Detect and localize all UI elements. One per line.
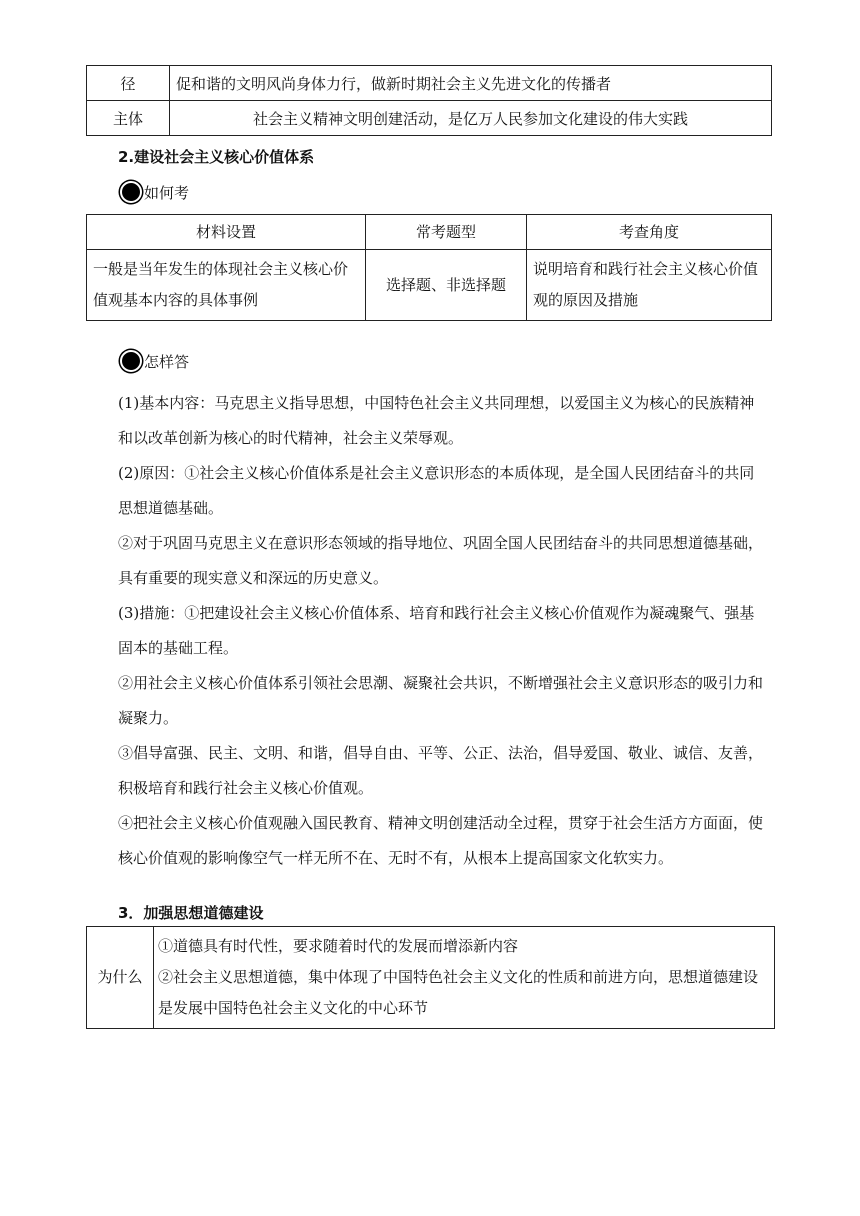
row-label: 主体: [87, 101, 170, 136]
table-row: [87, 101, 772, 136]
paragraph: ②对于巩固马克思主义在意识形态领域的指导地位、巩固全国人民团结奋斗的共同思想道德基础，具有重要的现实意义和深远的历史意义。: [118, 534, 764, 587]
row-label: 径: [87, 66, 170, 101]
paragraph: ③倡导富强、民主、文明、和谐，倡导自由、平等、公正、法治，倡导爱国、敬业、诚信、友善，积极培育和践行社会主义核心价值观。: [118, 744, 764, 797]
bullet-circle-icon: [120, 350, 142, 372]
header-cell: 材料设置: [87, 215, 366, 250]
line-item: ①道德具有时代性，要求随着时代的发展而增添新内容: [158, 937, 519, 955]
paragraph: ②用社会主义核心价值体系引领社会思潮、凝聚社会共识，不断增强社会主义意识形态的吸引力和凝聚力。: [118, 674, 764, 727]
paragraph: (3)措施：①把建设社会主义核心价值体系、培育和践行社会主义核心价值观作为凝魂聚气、强基固本的基础工程。: [118, 604, 755, 657]
why-table: [86, 926, 775, 1029]
paragraph: ④把社会主义核心价值观融入国民教育、精神文明创建活动全过程，贯穿于社会生活方方面面，使核心价值观的影响像空气一样无所不在、无时不有，从根本上提高国家文化软实力。: [118, 814, 764, 867]
table-header-row: [87, 215, 772, 250]
paragraph: (2)原因：①社会主义核心价值体系是社会主义意识形态的本质体现，是全国人民团结奋斗的共同思想道德基础。: [118, 464, 755, 517]
how-answer-marker: [118, 350, 189, 372]
exam-table: [86, 214, 772, 321]
section3-heading: 3．加强思想道德建设: [118, 904, 264, 922]
table-cell: 选择题、非选择题: [366, 250, 527, 321]
line-item: ②社会主义思想道德，集中体现了中国特色社会主义文化的性质和前进方向，思想道德建设是发展中国特色社会主义文化的中心环节: [158, 968, 759, 1017]
table-cell: 一般是当年发生的体现社会主义核心价值观基本内容的具体事例: [87, 250, 366, 321]
table-row: [87, 927, 775, 1029]
header-cell: 常考题型: [366, 215, 527, 250]
paragraph: (1)基本内容：马克思主义指导思想，中国特色社会主义共同理想，以爱国主义为核心的民族精神和以改革创新为核心的时代精神，社会主义荣辱观。: [118, 394, 755, 447]
row-text: 社会主义精神文明创建活动，是亿万人民参加文化建设的伟大实践: [170, 101, 772, 136]
table-row: [87, 66, 772, 101]
top-table: [86, 65, 772, 136]
row-text: 促和谐的文明风尚身体力行，做新时期社会主义先进文化的传播者: [170, 66, 772, 101]
how-test-label: 如何考: [144, 183, 190, 202]
row-label: 为什么: [87, 927, 154, 1029]
header-cell: 考查角度: [527, 215, 772, 250]
bullet-circle-icon: [120, 181, 142, 203]
how-answer-label: 怎样答: [144, 352, 190, 371]
table-row: [87, 250, 772, 321]
table-cell: 说明培育和践行社会主义核心价值观的原因及措施: [527, 250, 772, 321]
how-test-marker: [118, 181, 189, 203]
section2-heading: 2.建设社会主义核心价值体系: [118, 148, 315, 166]
row-content: [154, 927, 775, 1029]
